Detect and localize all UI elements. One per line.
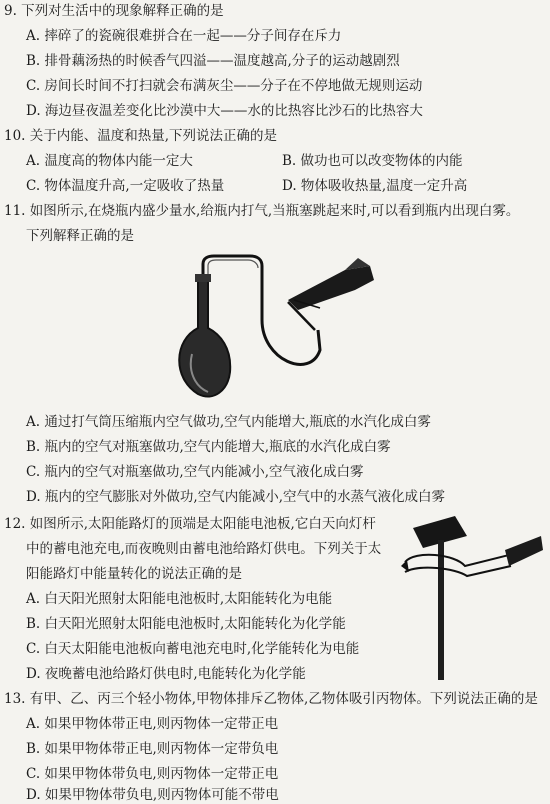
q13-option-d: D. 如果甲物体带负电,则丙物体可能不带电 (26, 787, 279, 803)
q13-option-c: C. 如果甲物体带负电,则丙物体一定带正电 (26, 766, 279, 782)
q9-option-d: D. 海边昼夜温差变化比沙漠中大——水的比热容比沙石的比热容大 (26, 103, 423, 119)
q13-option-a: A. 如果甲物体带正电,则丙物体一定带正电 (26, 716, 279, 732)
q11-option-b: B. 瓶内的空气对瓶塞做功,空气内能增大,瓶底的水汽化成白雾 (26, 439, 391, 455)
q12-stem-line1: 12. 如图所示,太阳能路灯的顶端是太阳能电池板,它白天向灯杆 (4, 516, 376, 532)
q12-stem-line2: 中的蓄电池充电,而夜晚则由蓄电池给路灯供电。下列关于太 (26, 541, 382, 557)
q11-option-a: A. 通过打气筒压缩瓶内空气做功,空气内能增大,瓶底的水汽化成白雾 (26, 414, 431, 430)
q9-stem: 9. 下列对生活中的现象解释正确的是 (4, 3, 224, 19)
q13-option-b: B. 如果甲物体带正电,则丙物体一定带负电 (26, 741, 279, 757)
q10-stem: 10. 关于内能、温度和热量,下列说法正确的是 (4, 128, 278, 144)
q11-option-d: D. 瓶内的空气膨胀对外做功,空气内能减小,空气中的水蒸气液化成白雾 (26, 489, 446, 505)
q9-option-b: B. 排骨藕汤热的时候香气四溢——温度越高,分子的运动越剧烈 (26, 53, 400, 69)
q9-option-c: C. 房间长时间不打扫就会布满灰尘——分子在不停地做无规则运动 (26, 78, 423, 94)
q9-option-a: A. 摔碎了的瓷碗很难拼合在一起——分子间存在斥力 (26, 28, 342, 44)
q12-option-a: A. 白天阳光照射太阳能电池板时,太阳能转化为电能 (26, 591, 333, 607)
flask-pump-figure (170, 250, 380, 410)
q12-option-d: D. 夜晚蓄电池给路灯供电时,电能转化为化学能 (26, 666, 306, 682)
q10-option-d: D. 物体吸收热量,温度一定升高 (282, 178, 468, 194)
q12-option-b: B. 白天阳光照射太阳能电池板时,太阳能转化为化学能 (26, 616, 346, 632)
q13-stem: 13. 有甲、乙、丙三个轻小物体,甲物体排斥乙物体,乙物体吸引丙物体。下列说法正确的是 (4, 691, 538, 707)
q12-stem-line3: 阳能路灯中能量转化的说法正确的是 (26, 566, 242, 582)
q11-stem-line1: 11. 如图所示,在烧瓶内盛少量水,给瓶内打气,当瓶塞跳起来时,可以看到瓶内出现白雾。 (4, 203, 520, 219)
q10-option-b: B. 做功也可以改变物体的内能 (282, 153, 463, 169)
q10-option-a: A. 温度高的物体内能一定大 (26, 153, 193, 169)
solar-streetlight-figure (395, 510, 545, 680)
q10-option-c: C. 物体温度升高,一定吸收了热量 (26, 178, 225, 194)
q11-option-c: C. 瓶内的空气对瓶塞做功,空气内能减小,空气液化成白雾 (26, 464, 364, 480)
q11-stem-line2: 下列解释正确的是 (26, 228, 134, 244)
q12-option-c: C. 白天太阳能电池板向蓄电池充电时,化学能转化为电能 (26, 641, 360, 657)
